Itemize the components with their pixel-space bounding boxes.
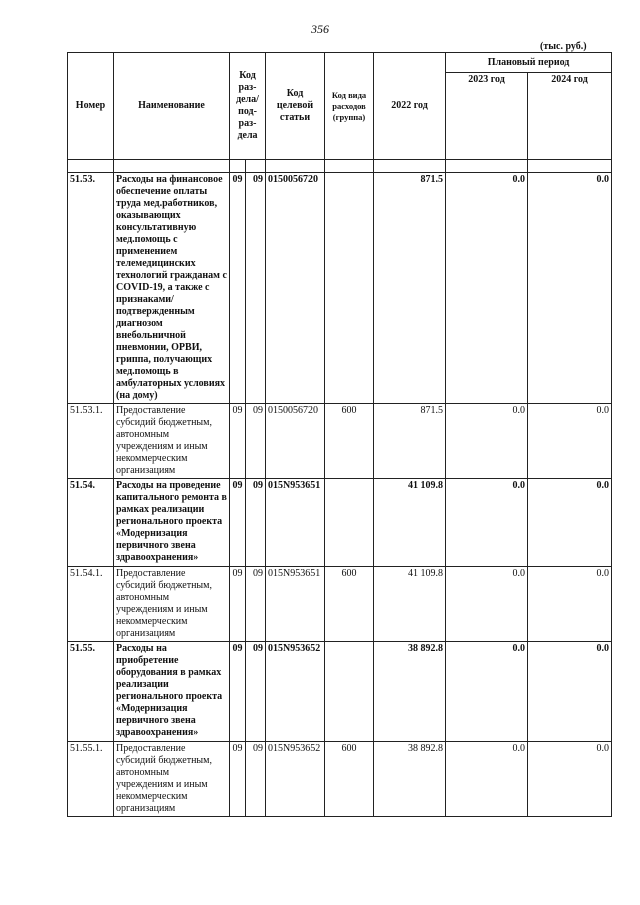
table-row [68,567,612,642]
header-expense-type: Код вида расходов (группа) [325,53,374,160]
row-number: 51.55.1. [68,742,114,817]
row-target: 015N953652 [266,742,325,817]
row-number: 51.54.1. [68,567,114,642]
header-number: Номер [68,53,114,160]
row-name: Расходы на приобретение оборудования в рамках реализации регионального проекта «Модернизация первичного звена здравоохранения» [114,642,230,742]
row-section: 09 [230,742,246,817]
table-row [68,479,612,567]
header-2023: 2023 год [446,73,528,160]
row-expense-type: 600 [325,742,374,817]
row-2023: 0.0 [446,404,528,479]
header-target: Код целевой статьи [266,53,325,160]
row-name: Предоставление субсидий бюджетным, автономным учреждениям и иным некоммерческим организациям [114,404,230,479]
row-number: 51.54. [68,479,114,567]
header-planned-period: Плановый период [446,53,612,73]
row-subsection: 09 [246,642,266,742]
row-2022: 38 892.8 [374,642,446,742]
page-number: 356 [311,22,329,36]
budget-table [67,52,612,817]
row-2023: 0.0 [446,642,528,742]
row-target: 015N953652 [266,642,325,742]
row-2024: 0.0 [528,404,612,479]
row-number: 51.55. [68,642,114,742]
row-2022: 38 892.8 [374,742,446,817]
row-name: Предоставление субсидий бюджетным, автономным учреждениям и иным некоммерческим организациям [114,742,230,817]
row-section: 09 [230,479,246,567]
row-2023: 0.0 [446,173,528,404]
row-2024: 0.0 [528,742,612,817]
row-subsection: 09 [246,742,266,817]
table-row [68,742,612,817]
header-name: Наименование [114,53,230,160]
row-2022: 871.5 [374,404,446,479]
table-row [68,642,612,742]
row-section: 09 [230,404,246,479]
row-2024: 0.0 [528,479,612,567]
row-expense-type: 600 [325,567,374,642]
row-expense-type [325,173,374,404]
row-target: 0150056720 [266,173,325,404]
row-expense-type [325,479,374,567]
row-section: 09 [230,173,246,404]
row-2023: 0.0 [446,567,528,642]
row-subsection: 09 [246,173,266,404]
row-name: Расходы на финансовое обеспечение оплаты труда мед.работников, оказывающих консультативную мед.помощь с применением телемедицинских технологий гражданам с COVID-19, а также с признаками/подтвержденным диагнозом внебольничной пневмонии, ОРВИ, гриппа, получающих мед.помощь в амбулаторных условиях (на дому) [114,173,230,404]
row-number: 51.53. [68,173,114,404]
row-2024: 0.0 [528,173,612,404]
row-subsection: 09 [246,567,266,642]
header-2024: 2024 год [528,73,612,160]
row-2022: 871.5 [374,173,446,404]
row-target: 015N953651 [266,479,325,567]
row-2024: 0.0 [528,567,612,642]
row-subsection: 09 [246,479,266,567]
row-2023: 0.0 [446,742,528,817]
row-expense-type: 600 [325,404,374,479]
row-number: 51.53.1. [68,404,114,479]
row-subsection: 09 [246,404,266,479]
row-target: 015N953651 [266,567,325,642]
header-section: Код раз-дела/ под-раз-дела [230,53,266,160]
row-expense-type [325,642,374,742]
table-row [68,173,612,404]
row-section: 09 [230,567,246,642]
row-2023: 0.0 [446,479,528,567]
header-2022: 2022 год [374,53,446,160]
row-section: 09 [230,642,246,742]
row-name: Расходы на проведение капитального ремонта в рамках реализации регионального проекта «Модернизация первичного звена здравоохранения» [114,479,230,567]
table-row [68,404,612,479]
row-name: Предоставление субсидий бюджетным, автономным учреждениям и иным некоммерческим организациям [114,567,230,642]
row-2022: 41 109.8 [374,567,446,642]
row-2022: 41 109.8 [374,479,446,567]
row-target: 0150056720 [266,404,325,479]
units-label: (тыс. руб.) [540,41,587,52]
row-2024: 0.0 [528,642,612,742]
